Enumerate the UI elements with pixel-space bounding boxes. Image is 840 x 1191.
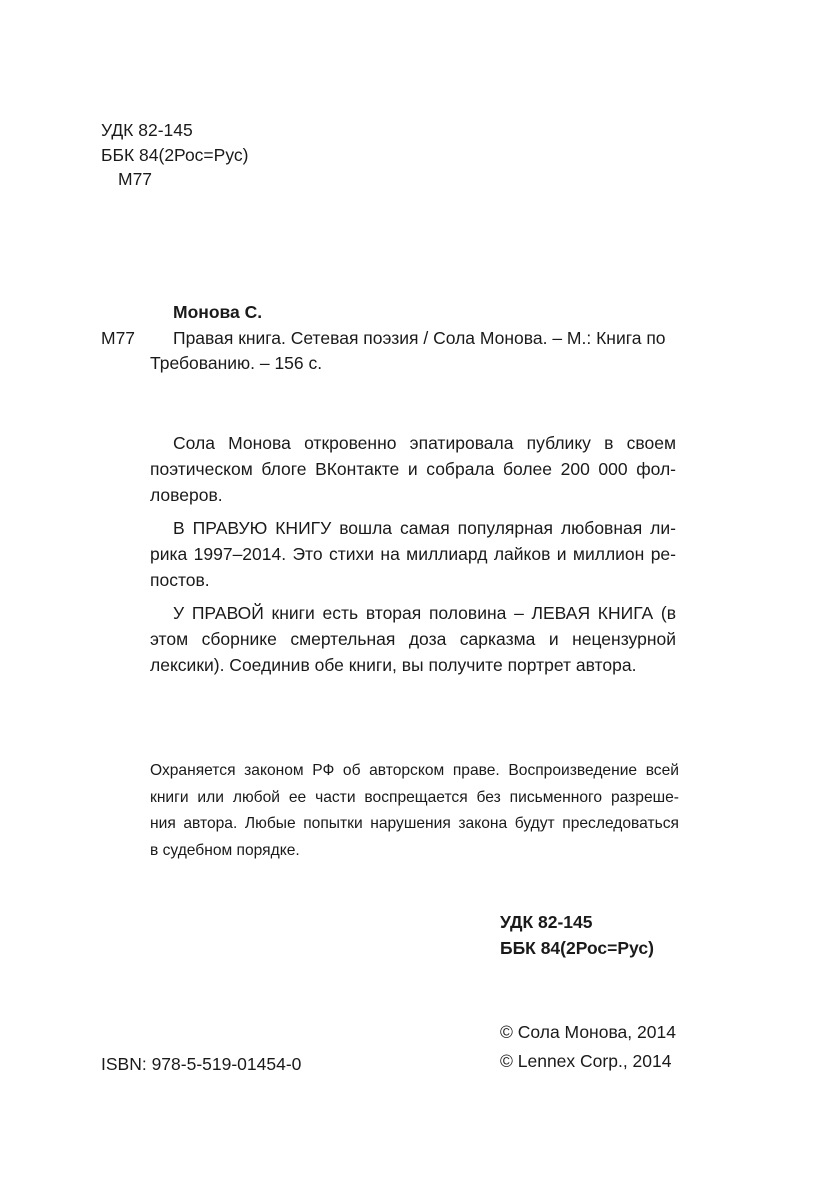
annotation-paragraph-1 — [150, 430, 676, 508]
notice-line: книги или любой ее части воспрещается без письменного разреше- — [150, 788, 679, 806]
annotation-line: ловеров. — [150, 485, 223, 505]
annotation-paragraph-3 — [150, 600, 676, 678]
copyright-notice — [150, 758, 679, 864]
annotation-paragraph-2 — [150, 515, 676, 593]
udk-code-top: УДК 82-145 — [101, 120, 193, 140]
annotation-line: лексики). Соединив обе книги, вы получите портрет автора. — [150, 655, 637, 675]
bbk-code-top: ББК 84(2Рос=Рус) — [101, 145, 249, 165]
isbn: ISBN: 978-5-519-01454-0 — [101, 1054, 302, 1074]
bbk-code-bottom: ББК 84(2Рос=Рус) — [500, 938, 654, 958]
annotation-line: этом сборнике смертельная доза сарказма и нецензурной — [150, 629, 676, 649]
annotation-line: постов. — [150, 570, 210, 590]
udk-code-bottom: УДК 82-145 — [500, 912, 593, 932]
notice-line: в судебном порядке. — [150, 841, 300, 859]
author-heading: Монова С. — [173, 302, 263, 322]
notice-line: Охраняется законом РФ об авторском праве. Воспроизведение всей — [150, 762, 679, 779]
annotation-line: поэтическом блоге ВКонтакте и собрала более 200 000 фол- — [150, 459, 676, 479]
bibliographic-description-line-2: Требованию. – 156 с. — [150, 353, 323, 373]
annotation-line: У ПРАВОЙ книги есть вторая половина – ЛЕВАЯ КНИГА (в — [173, 603, 676, 623]
annotation-line: рика 1997–2014. Это стихи на миллиард лайков и миллион ре- — [150, 544, 676, 564]
copyright-publisher: © Lennex Corp., 2014 — [500, 1051, 672, 1071]
author-mark: М77 — [101, 328, 136, 348]
copyright-author: © Сола Монова, 2014 — [500, 1022, 676, 1042]
author-mark-top: М77 — [118, 169, 153, 189]
notice-line: ния автора. Любые попытки нарушения закона будут преследоваться — [150, 815, 679, 832]
bibliographic-description-line-1: Правая книга. Сетевая поэзия / Сола Монова. – М.: Книга по — [173, 328, 666, 348]
annotation-line: В ПРАВУЮ КНИГУ вошла самая популярная любовная ли- — [173, 518, 676, 538]
annotation-line: Сола Монова откровенно эпатировала публику в своем — [173, 433, 676, 453]
